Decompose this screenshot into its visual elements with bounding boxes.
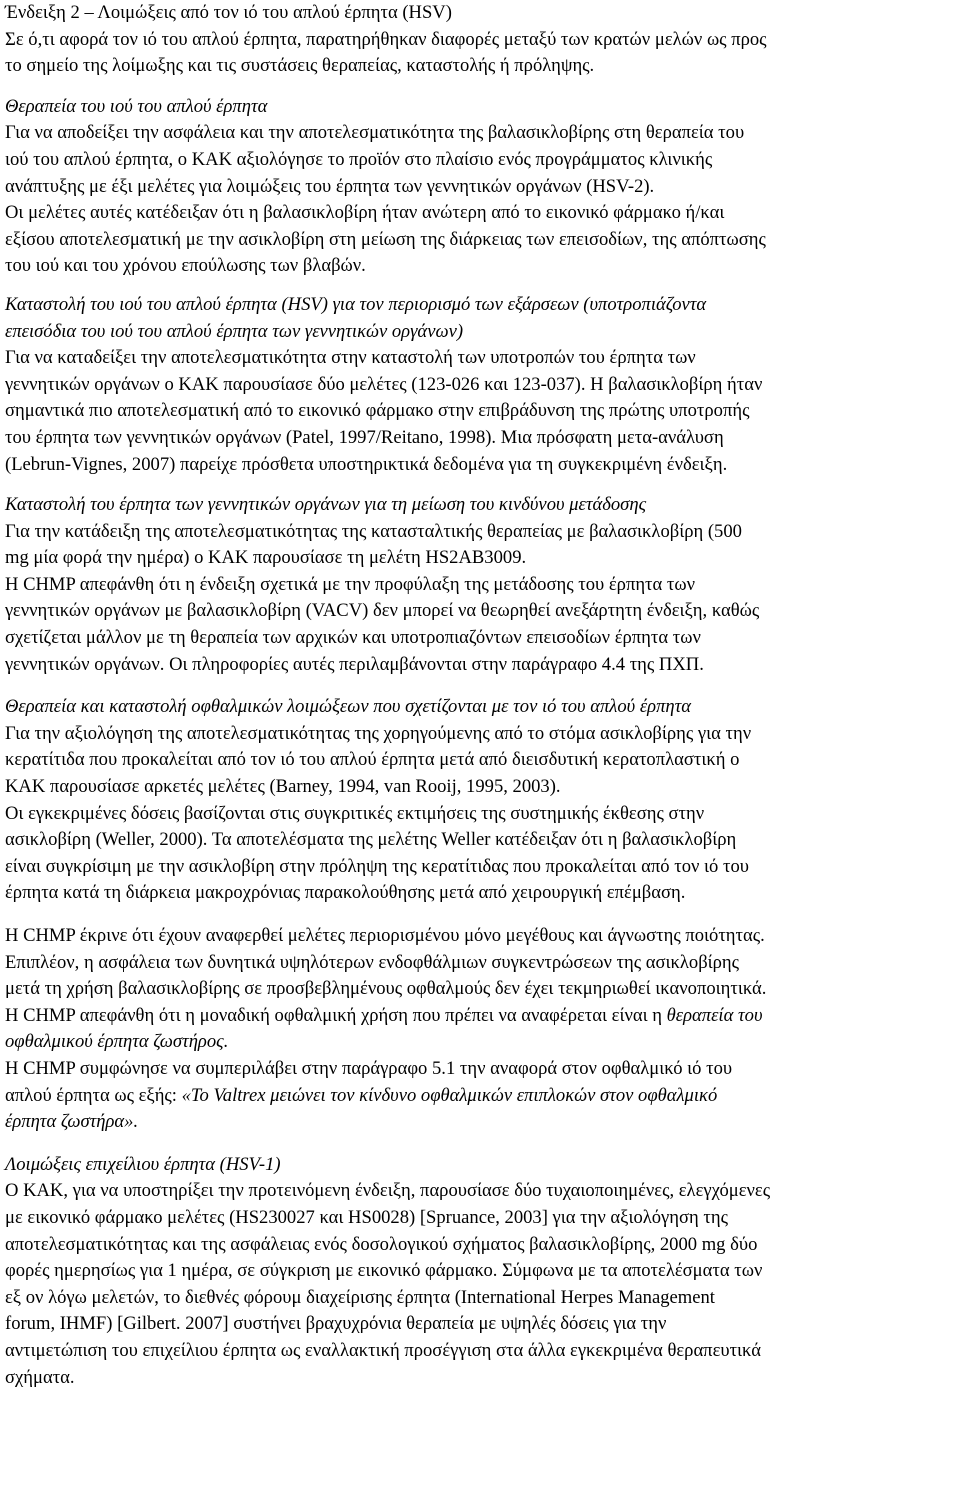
- paragraph-line: Οι εγκεκριμένες δόσεις βασίζονται στις συγκριτικές εκτιμήσεις της συστημικής έκθεσης στην: [5, 802, 705, 824]
- paragraph-line: Οι μελέτες αυτές κατέδειξαν ότι η βαλασικλοβίρη ήταν ανώτερη από το εικονικό φάρμακο ή/και: [5, 202, 725, 224]
- paragraph-line: φορές ημερησίως για 1 ημέρα, σε σύγκριση με εικονικό φάρμακο. Σύμφωνα με τα αποτελέσματα των: [5, 1260, 763, 1282]
- paragraph-line: αντιμετώπιση του επιχείλιου έρπητα ως εναλλακτική προσέγγιση στα άλλα εγκεκριμένα θεραπευτικά: [5, 1339, 762, 1361]
- paragraph-line: του έρπητα των γεννητικών οργάνων (Patel, 1997/Reitano, 1998). Μια πρόσφατη μετα-ανάλυση: [5, 426, 724, 448]
- paragraph-line: ασικλοβίρη (Weller, 2000). Τα αποτελέσματα της μελέτης Weller κατέδειξαν ότι η βαλασικλοβίρη: [5, 829, 737, 851]
- paragraph-line: Για να καταδείξει την αποτελεσματικότητα στην καταστολή των υποτροπών του έρπητα των: [5, 347, 696, 369]
- paragraph-line: σχετίζεται μάλλον με τη θεραπεία των αρχικών και υποτροπιαζόντων επεισοδίων έρπητα των: [5, 627, 701, 649]
- paragraph-line: Ο ΚΑΚ, για να υποστηρίξει την προτεινόμενη ένδειξη, παρουσίασε δύο τυχαιοποιημένες, ελεγχόμενες: [5, 1180, 771, 1202]
- paragraph-line: Η CHMP απεφάνθη ότι η ένδειξη σχετικά με την προφύλαξη της μετάδοσης του έρπητα των: [5, 573, 696, 595]
- paragraph-line: Για να αποδείξει την ασφάλεια και την αποτελεσματικότητα της βαλασικλοβίρης στη θεραπεία του: [5, 122, 745, 144]
- paragraph-line: [5, 1083, 957, 1110]
- paragraph-text: απλού έρπητα ως εξής:: [5, 1084, 182, 1106]
- paragraph-line: μετά τη χρήση βαλασικλοβίρης σε προσβεβλημένους οφθαλμούς δεν έχει τεκμηριωθεί ικανοποιητικά.: [5, 978, 767, 1000]
- paragraph-line: γεννητικών οργάνων ο ΚΑΚ παρουσίασε δύο μελέτες (123-026 και 123-037). Η βαλασικλοβίρη ήταν: [5, 373, 763, 395]
- section-title-ocular: Θεραπεία και καταστολή οφθαλμικών λοιμώξεων που σχετίζονται με τον ιό του απλού έρπητα: [5, 696, 692, 718]
- paragraph-line: forum, IHMF) [Gilbert. 2007] συστήνει βραχυχρόνια θεραπεία με υψηλές δόσεις για την: [5, 1313, 667, 1335]
- paragraph-quote-line: έρπητα ζωστήρα».: [5, 1111, 139, 1133]
- document-heading: Ένδειξη 2 – Λοιμώξεις από τον ιό του απλού έρπητα (HSV): [5, 2, 452, 23]
- paragraph-line: εξ ον λόγω μελετών, το διεθνές φόρουμ διαχείρισης έρπητα (International Herpes Management: [5, 1286, 715, 1308]
- section-title-suppression: επεισόδια του ιού του απλού έρπητα των γεννητικών οργάνων): [5, 320, 464, 342]
- section-title-suppression: Καταστολή του ιού του απλού έρπητα (HSV) για τον περιορισμό των εξάρσεων (υποτροπιάζοντα: [5, 293, 707, 315]
- document-page: [5, 0, 957, 1391]
- paragraph-text: Η CHMP απεφάνθη ότι η μοναδική οφθαλμική χρήση που πρέπει να αναφέρεται είναι η: [5, 1004, 667, 1026]
- paragraph-line: Η CHMP συμφώνησε να συμπεριλάβει στην παράγραφο 5.1 την αναφορά στον οφθαλμικό ιό του: [5, 1057, 733, 1079]
- intro-line: Σε ό,τι αφορά τον ιό του απλού έρπητα, παρατηρήθηκαν διαφορές μεταξύ των κρατών μελών ως προς: [5, 28, 767, 50]
- paragraph-line: εξίσου αποτελεσματική με την ασικλοβίρη στη μείωση της διάρκειας των επεισοδίων, της απόπτωσης: [5, 228, 766, 250]
- paragraph-line: γεννητικών οργάνων. Οι πληροφορίες αυτές περιλαμβάνονται στην παράγραφο 4.4 της ΠΧΠ.: [5, 653, 704, 675]
- paragraph-line: κερατίτιδα που προκαλείται από τον ιό του απλού έρπητα μετά από διεισδυτική κερατοπλαστική ο: [5, 749, 740, 771]
- paragraph-line: Για την κατάδειξη της αποτελεσματικότητας της κατασταλτικής θεραπείας με βαλασικλοβίρη (500: [5, 520, 742, 542]
- paragraph-line: σημαντικά πιο αποτελεσματική από το εικονικό φάρμακο στην επιβράδυνση της πρώτης υποτροπής: [5, 400, 750, 422]
- paragraph-line: mg μία φορά την ημέρα) ο ΚΑΚ παρουσίασε τη μελέτη HS2AB3009.: [5, 547, 527, 569]
- paragraph-line: του ιού και του χρόνου επούλωσης των βλαβών.: [5, 255, 366, 277]
- paragraph-line: (Lebrun-Vignes, 2007) παρείχε πρόσθετα υποστηρικτικά δεδομένα για τη συγκεκριμένη ένδειξη.: [5, 453, 728, 475]
- paragraph-line: [5, 1003, 957, 1030]
- section-title-treatment: Θεραπεία του ιού του απλού έρπητα: [5, 95, 268, 117]
- intro-line: το σημείο της λοίμωξης και τις συστάσεις θεραπείας, καταστολής ή πρόληψης.: [5, 55, 595, 77]
- paragraph-line: ανάπτυξης με έξι μελέτες για λοιμώξεις του έρπητα των γεννητικών οργάνων (HSV-2).: [5, 175, 655, 197]
- paragraph-emphasis: θεραπεία του: [666, 1004, 763, 1026]
- paragraph-line: γεννητικών οργάνων με βαλασικλοβίρη (VACV) δεν μπορεί να θεωρηθεί ανεξάρτητη ένδειξη, καθώς: [5, 600, 760, 622]
- section-title-transmission: Καταστολή του έρπητα των γεννητικών οργάνων για τη μείωση του κινδύνου μετάδοσης: [5, 494, 647, 516]
- paragraph-line: ιού του απλού έρπητα, ο ΚΑΚ αξιολόγησε το προϊόν στο πλαίσιο ενός προγράμματος κλινικής: [5, 148, 713, 170]
- paragraph-line: με εικονικό φάρμακο μελέτες (HS230027 και HS0028) [Spruance, 2003] για την αξιολόγηση της: [5, 1206, 728, 1228]
- paragraph-line: ΚΑΚ παρουσίασε αρκετές μελέτες (Barney, 1994, van Rooij, 1995, 2003).: [5, 776, 561, 798]
- paragraph-line: έρπητα κατά τη διάρκεια μακροχρόνιας παρακολούθησης μετά από χειρουργική επέμβαση.: [5, 882, 686, 904]
- paragraph-line: Για την αξιολόγηση της αποτελεσματικότητας της χορηγούμενης από το στόμα ασικλοβίρης για την: [5, 722, 752, 744]
- paragraph-emphasis-line: οφθαλμικού έρπητα ζωστήρος.: [5, 1031, 229, 1053]
- paragraph-line: Η CHMP έκρινε ότι έχουν αναφερθεί μελέτες περιορισμένου μόνο μεγέθους και άγνωστης ποιότητας.: [5, 925, 765, 946]
- paragraph-line: Επιπλέον, η ασφάλεια των δυνητικά υψηλότερων ενδοφθάλμιων συγκεντρώσεων της ασικλοβίρης: [5, 951, 740, 973]
- paragraph-line: είναι συγκρίσιμη με την ασικλοβίρη στην πρόληψη της κερατίτιδας που προκαλείται από τον ιό του: [5, 855, 749, 877]
- section-title-labialis: Λοιμώξεις επιχείλιου έρπητα (HSV-1): [5, 1153, 281, 1175]
- paragraph-line: σχήματα.: [5, 1366, 75, 1388]
- paragraph-line: αποτελεσματικότητας και της ασφάλειας ενός δοσολογικού σχήματος βαλασικλοβίρης, 2000 mg δύο: [5, 1233, 758, 1255]
- paragraph-quote: «Το Valtrex μειώνει τον κίνδυνο οφθαλμικών επιπλοκών στον οφθαλμικό: [181, 1084, 718, 1106]
